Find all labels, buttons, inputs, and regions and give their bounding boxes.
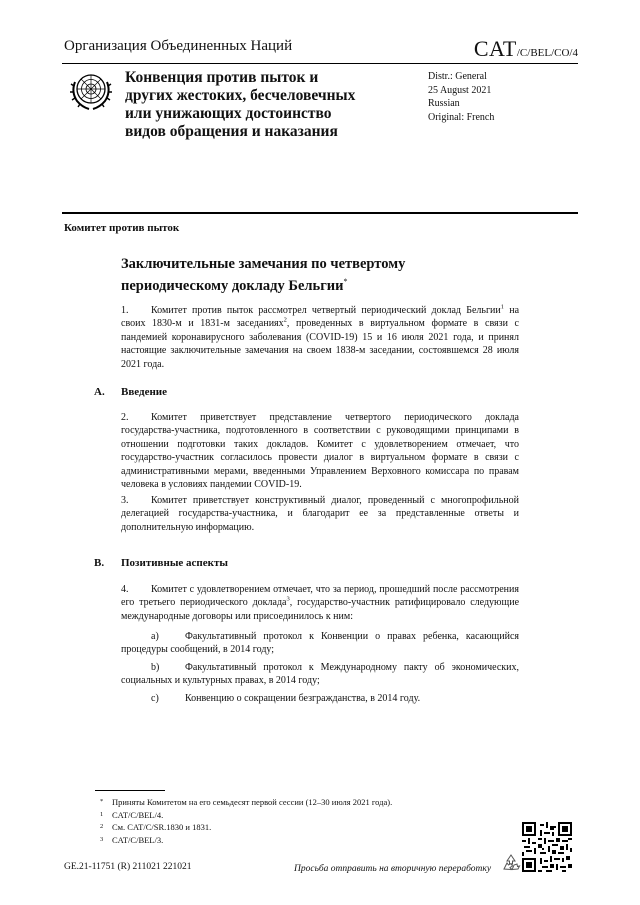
footnote-mark: 3 (100, 835, 104, 843)
un-emblem-icon (68, 68, 114, 114)
paragraph-number: 2. (121, 412, 129, 423)
symbol-main: CAT (473, 36, 517, 61)
qr-code-icon (522, 822, 572, 872)
section-letter: B. (94, 557, 105, 569)
paragraph-4 (121, 583, 519, 623)
distribution-line: Distr.: General (428, 71, 487, 82)
recycle-icon (500, 852, 522, 874)
footnote (100, 796, 392, 809)
committee-name: Комитет против пыток (64, 222, 180, 234)
header-thick-rule (62, 212, 578, 214)
list-item-label: a) (151, 631, 159, 642)
paragraph-3 (121, 494, 519, 534)
observations-title (121, 256, 451, 295)
paragraph-1 (121, 304, 519, 371)
convention-title-line: Конвенция против пыток и (125, 69, 319, 86)
paragraph-2 (121, 411, 519, 491)
paragraph-text: Комитет приветствует конструктивный диалог, проведенный с многопрофильной делегацией государства-участника, и благодарит ее за представленные ответы и дополнительную информацию. (121, 495, 519, 533)
footnote-mark: * (100, 798, 104, 805)
section-title: Позитивные аспекты (121, 557, 228, 569)
section-letter: A. (94, 386, 105, 398)
observations-title-text: периодическому докладу Бельгии (121, 277, 344, 294)
footnote-ref: 1 (500, 303, 505, 311)
list-item-text: Факультативный протокол к Конвенции о правах ребенка, касающийся процедуры сообщений, в 2014 году; (121, 631, 519, 656)
footnote-text: CAT/C/BEL/4. (112, 809, 164, 820)
list-item-label: b) (151, 662, 160, 673)
footnote (100, 821, 392, 834)
footnote-text: Приняты Комитетом на его семьдесят первой сессии (12–30 июля 2021 года). (112, 797, 393, 807)
section-heading-b (94, 557, 519, 570)
header-rule (62, 63, 578, 64)
footnote-marker: * (343, 277, 348, 286)
recycle-note: Просьба отправить на вторичную переработку (294, 864, 492, 874)
footnote-mark: 1 (100, 810, 104, 818)
job-number: GE.21-11751 (R) 211021 221021 (64, 862, 192, 872)
paragraph-text: Комитет приветствует представление четвертого периодического доклада государства-участника, подготовленного в соответствии с руководящими принципами в отношении подготовки таких докладов. Комитет с удовлетворением отмечает, что государство-участник согласилось провести диалог в виртуальном формате в связи с административными мерами, введенными Управлением Верховного комиссара по правам человека в условиях пандемии COVID-19. (121, 412, 519, 491)
paragraph-number: 1. (121, 305, 129, 316)
list-item-text: Конвенцию о сокращении безгражданства, в 2014 году. (185, 693, 421, 704)
paragraph-text: на своих 1830-м и 1831-м заседаниях (121, 305, 520, 330)
footnote-mark: 2 (100, 823, 104, 831)
list-item (121, 630, 519, 657)
convention-title-line: или унижающих достоинство (125, 105, 332, 122)
distribution-line: 25 August 2021 (428, 84, 492, 96)
paragraph-text: Комитет с удовлетворением отмечает, что за период, прошедший после рассмотрения его третьего периодического доклада (121, 584, 519, 609)
distribution-line: Russian (428, 98, 460, 109)
list-item-text: Факультативный протокол к Международному пакту об экономических, социальных и культурных правах, в 2014 году; (121, 662, 519, 687)
footnote-text: CAT/C/BEL/3. (112, 834, 164, 845)
section-heading-a (94, 386, 519, 399)
paragraph-text: , проведенных в виртуальном формате в связи с пандемией коронавирусного заболевания (COVID-19) 15 и 16 июля 2021 года, и принял настоящие заключительные замечания на своем 1838-м заседании, состоявшемся 28 июля 2021 года. (121, 318, 519, 370)
paragraph-text: Комитет против пыток рассмотрел четвертый периодический доклад Бельгии (151, 305, 501, 316)
footnote-text: См. CAT/C/SR.1830 и 1831. (112, 822, 212, 833)
footnote (100, 809, 392, 822)
convention-title (125, 69, 395, 141)
observations-title-line-2 (121, 273, 451, 295)
footnote-ref: 3 (286, 596, 290, 604)
distribution-block (428, 70, 494, 124)
footnote-ref: 2 (283, 317, 287, 325)
list-item (121, 661, 519, 688)
list-item (121, 692, 519, 705)
section-title: Введение (121, 386, 168, 398)
footnotes (100, 796, 392, 846)
footnote (100, 834, 392, 847)
paragraph-text: , государство-участник ратифицировало следующие международные договоры или присоединилось к ним: (121, 597, 520, 622)
paragraph-number: 4. (121, 584, 129, 595)
convention-title-line: видов обращения и наказания (125, 123, 338, 140)
observations-title-line: Заключительные замечания по четвертому (121, 256, 406, 272)
distribution-line: Original: French (428, 111, 495, 123)
paragraph-number: 3. (121, 495, 129, 506)
document-symbol (474, 36, 578, 62)
footnote-separator (95, 790, 165, 791)
list-item-label: c) (151, 693, 159, 704)
organization-name: Организация Объединенных Наций (64, 38, 293, 54)
convention-title-line: других жестоких, бесчеловечных (125, 87, 356, 104)
symbol-suffix: /C/BEL/CO/4 (516, 47, 578, 59)
